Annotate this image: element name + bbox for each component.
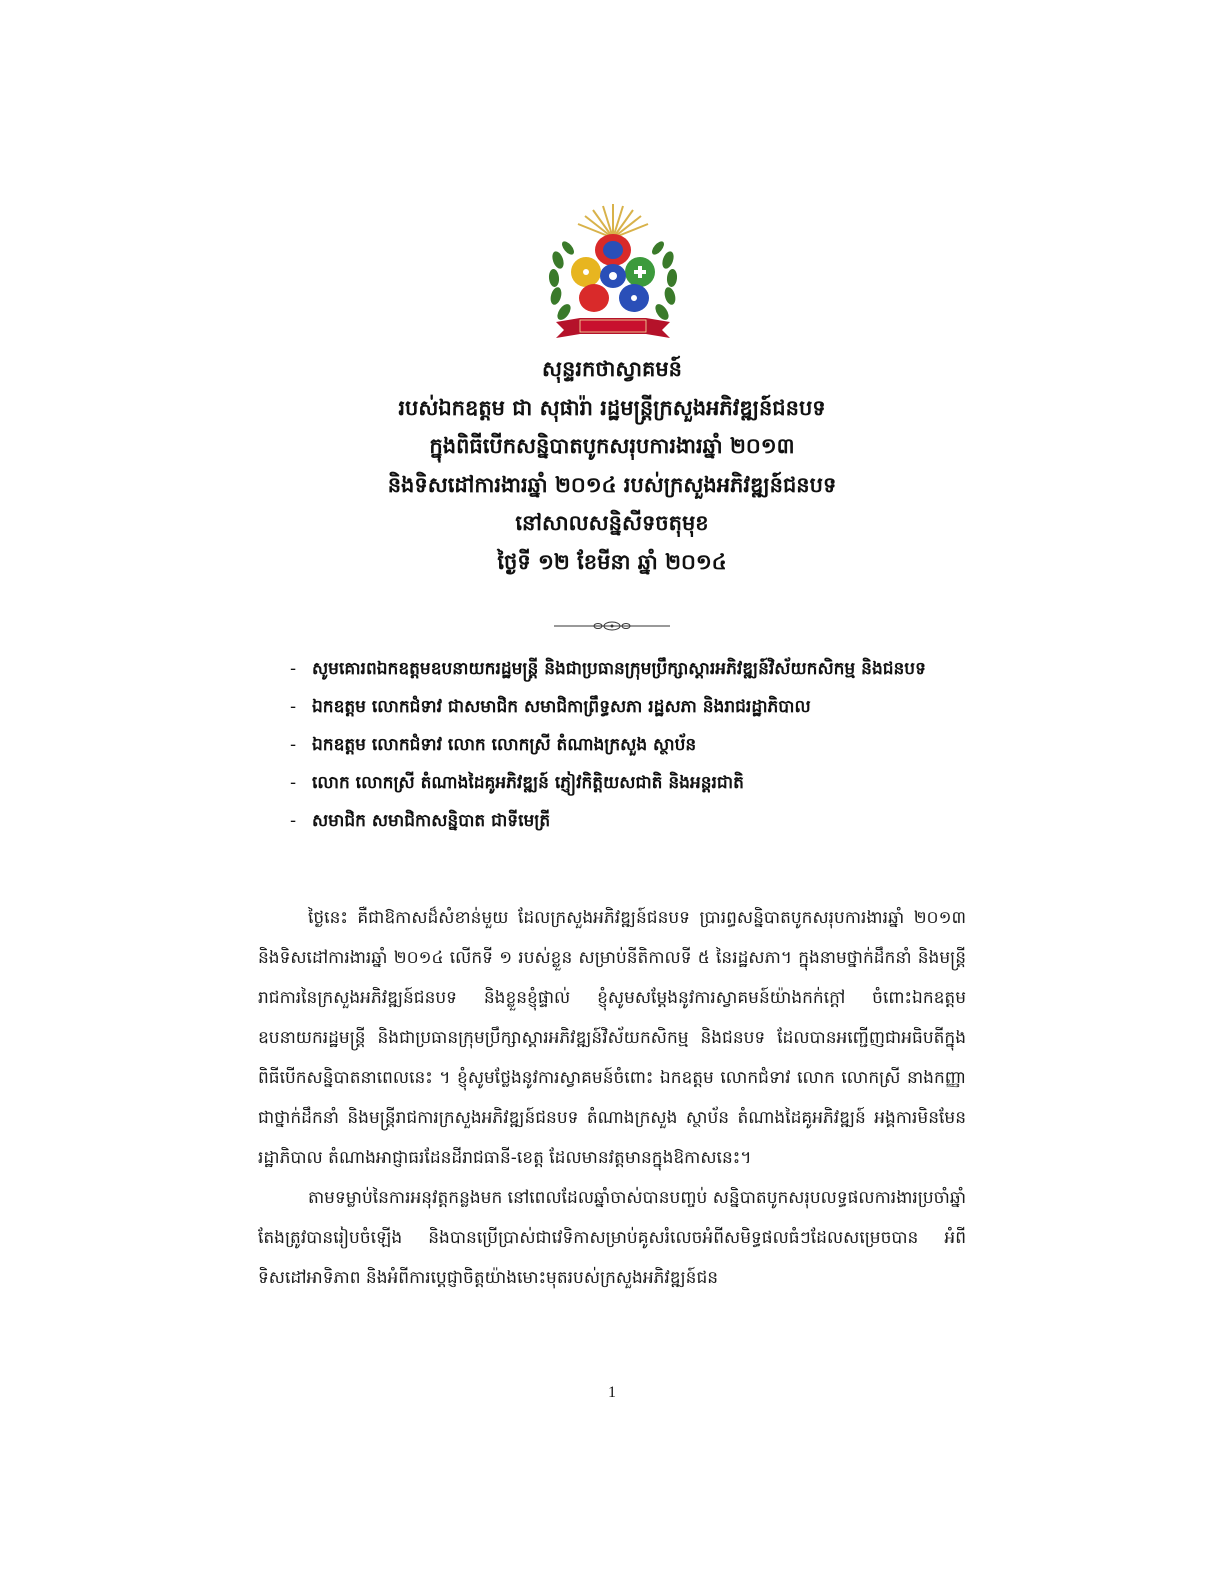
list-item: [290, 688, 930, 726]
salutation-text: សមាជិក សមាជិកាសន្និបាត ជាទីមេត្រី: [312, 811, 551, 831]
salutation-text: លោក លោកស្រី តំណាងដៃគូអភិវឌ្ឍន៍ ភ្ញៀវកិត្តិយសជាតិ និងអន្តរជាតិ: [312, 773, 744, 793]
page-number: 1: [608, 1384, 616, 1401]
salutation-text: សូមគោរពឯកឧត្តមឧបនាយករដ្ឋមន្ត្រី និងជាប្រធានក្រុមប្រឹក្សាស្តារអភិវឌ្ឍន៍វិស័យកសិកម្ម និងជនបទ: [312, 659, 926, 679]
title-block: [262, 350, 962, 581]
list-item: [290, 650, 930, 688]
title-line: ក្នុងពិធីបើកសន្និបាតបូកសរុបការងារឆ្នាំ ២០១៣: [429, 434, 795, 458]
body-paragraph: តាមទម្លាប់នៃការអនុវត្តកន្លងមក នៅពេលដែលឆ្នាំចាស់បានបញ្ចប់ សន្និបាតបូកសរុបលទ្ធផលការងារប្រចាំឆ្នាំ តែងត្រូវបានរៀបចំឡើង និងបានប្រើប្រាស់ជាវេទិកាសម្រាប់គូសរំលេចអំពីសមិទ្ធផលធំៗដែលសម្រេចបាន អំពីទិសដៅអាទិភាព និងអំពីការប្តេជ្ញាចិត្តយ៉ាងមោះមុតរបស់ក្រសួងអភិវឌ្ឍន៍ជន: [258, 1188, 966, 1288]
title-line: ថ្ងៃទី ១២ ខែមីនា ឆ្នាំ ២០១៤: [497, 549, 727, 574]
salutation-text: ឯកឧត្តម លោកជំទាវ ជាសមាជិក សមាជិកាព្រឹទ្ធសភា រដ្ឋសភា និងរាជរដ្ឋាភិបាល: [312, 697, 811, 717]
dash-bullet-icon: -: [290, 773, 297, 793]
title-line: នៅសាលសន្និសីទចតុមុខ: [515, 511, 709, 535]
body-text: [258, 898, 966, 1298]
title-line: សុន្ទរកថាស្វាគមន៍: [542, 357, 682, 381]
title-line: និងទិសដៅការងារឆ្នាំ ២០១៤ របស់ក្រសួងអភិវឌ្ឍន៍ជនបទ: [387, 472, 837, 497]
body-paragraph: ថ្ងៃនេះ គឺជាឱកាសដ៏សំខាន់មួយ ដែលក្រសួងអភិវឌ្ឍន៍ជនបទ ប្រារព្ធសន្និបាតបូកសរុបការងារឆ្នាំ ២០១៣ និងទិសដៅការងារឆ្នាំ ២០១៤ លើកទី ១ របស់ខ្លួន សម្រាប់នីតិកាលទី ៥ នៃរដ្ឋសភា។ ក្នុងនាមថ្នាក់ដឹកនាំ និងមន្ត្រីរាជការនៃក្រសួងអភិវឌ្ឍន៍ជនបទ និងខ្លួនខ្ញុំផ្ទាល់ ខ្ញុំសូមសម្តែងនូវការស្វាគមន៍យ៉ាងកក់ក្តៅ ចំពោះឯកឧត្តមឧបនាយករដ្ឋមន្ត្រី និងជាប្រធានក្រុមប្រឹក្សាស្តារអភិវឌ្ឍន៍វិស័យកសិកម្ម និងជនបទ ដែលបានអញ្ជើញជាអធិបតីក្នុងពិធីបើកសន្និបាតនាពេលនេះ ។ ខ្ញុំសូមថ្លែងនូវការស្វាគមន៍ចំពោះ ឯកឧត្តម លោកជំទាវ លោក លោកស្រី នាងកញ្ញា ជាថ្នាក់ដឹកនាំ និងមន្ត្រីរាជការក្រសួងអភិវឌ្ឍន៍ជនបទ តំណាងក្រសួង ស្ថាប័ន តំណាងដៃគូអភិវឌ្ឍន៍ អង្គការមិនមែនរដ្ឋាភិបាល តំណាងអាជ្ញាធរដែនដីរាជធានី-ខេត្ត ដែលមានវត្តមានក្នុងឱកាសនេះ។: [258, 908, 966, 1168]
list-item: [290, 764, 930, 802]
dash-bullet-icon: -: [290, 811, 297, 831]
divider-ornament-icon: [552, 616, 672, 636]
dash-bullet-icon: -: [290, 697, 297, 717]
list-item: [290, 802, 930, 840]
dash-bullet-icon: -: [290, 659, 297, 679]
salutation-text: ឯកឧត្តម លោកជំទាវ លោក លោកស្រី តំណាងក្រសួង ស្ថាប័ន: [312, 735, 697, 755]
salutation-list: [290, 650, 930, 840]
title-line: របស់ឯកឧត្តម ជា សុផារ៉ា រដ្ឋមន្ត្រីក្រសួងអភិវឌ្ឍន៍ជនបទ: [398, 395, 826, 420]
ministry-emblem-icon: [546, 200, 680, 342]
dash-bullet-icon: -: [290, 735, 297, 755]
list-item: [290, 726, 930, 764]
